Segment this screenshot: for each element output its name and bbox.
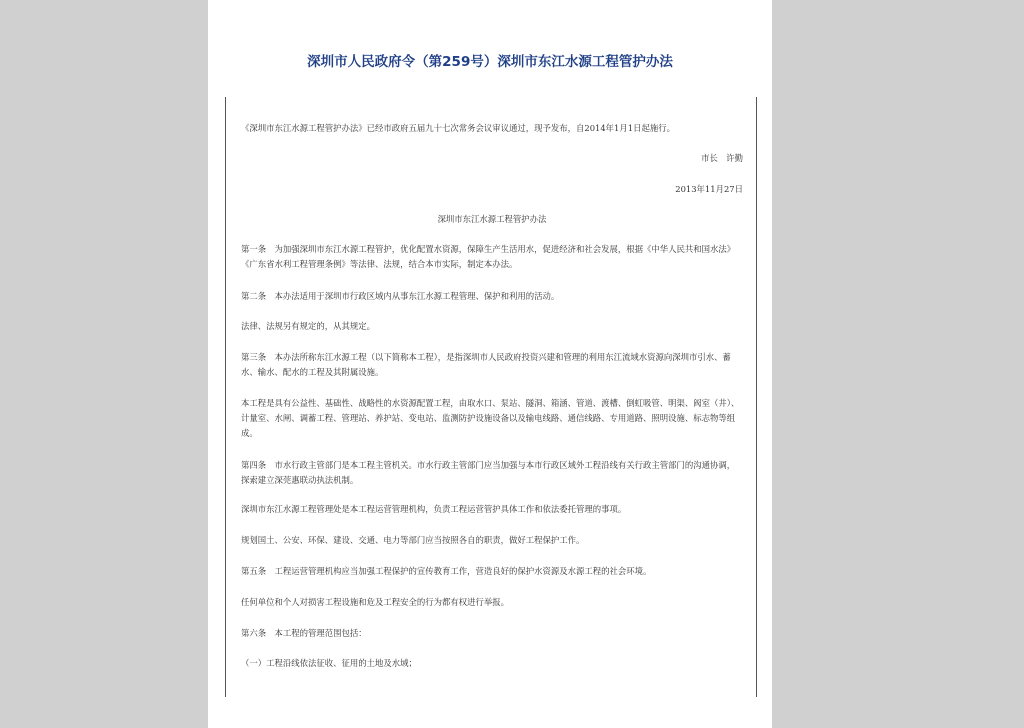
article-paragraph: 深圳市东江水源工程管理处是本工程运营管理机构，负责工程运营管护具体工作和依法委托管理的事项。	[241, 504, 627, 514]
article-paragraph: 第三条 本办法所称东江水源工程（以下简称本工程），是指深圳市人民政府投资兴建和管理的利用东江流域水资源向深圳市引水、蓄水、输水、配水的工程及其附属设施。	[241, 352, 731, 377]
article-paragraph: 第五条 工程运营管理机构应当加强工程保护的宣传教育工作，营造良好的保护水资源及水源工程的社会环境。	[241, 566, 652, 576]
regulation-subtitle: 深圳市东江水源工程管护办法	[437, 214, 547, 224]
article-paragraph: 第一条 为加强深圳市东江水源工程管护，优化配置水资源，保障生产生活用水，促进经济和社会发展，根据《中华人民共和国水法》《广东省水利工程管理条例》等法律、法规，结合本市实际，制定本办法。	[241, 244, 736, 269]
article-paragraph: 本工程是具有公益性、基础性、战略性的水资源配置工程，由取水口、泵站、隧洞、箱涵、管道、渡槽、倒虹吸管、明渠、阀室（井）、计量室、水闸、调蓄工程、管理站、养护站、变电站、监测防护设施设备以及输电线路、通信线路、专用道路、照明设施、标志物等组成。	[241, 398, 740, 438]
document-page	[208, 0, 772, 728]
article-paragraph: （一）工程沿线依法征收、征用的土地及水域；	[241, 658, 417, 668]
content-frame-left-border	[225, 97, 226, 697]
intro-paragraph: 《深圳市东江水源工程管护办法》已经市政府五届九十七次常务会议审议通过，现予发布，自2014年1月1日起施行。	[241, 123, 675, 133]
issue-date: 2013年11月27日	[675, 184, 743, 194]
article-paragraph: 法律、法规另有规定的，从其规定。	[241, 321, 375, 331]
article-paragraph: 第六条 本工程的管理范围包括：	[241, 628, 367, 638]
content-frame-right-border	[756, 97, 757, 697]
article-paragraph: 第四条 市水行政主管部门是本工程主管机关。市水行政主管部门应当加强与本市行政区域外工程沿线有关行政主管部门的沟通协调，探索建立深莞惠联动执法机制。	[241, 460, 736, 485]
article-paragraph: 任何单位和个人对损害工程设施和危及工程安全的行为都有权进行举报。	[241, 597, 509, 607]
signature: 市长 许勤	[701, 153, 743, 163]
document-title: 深圳市人民政府令（第259号）深圳市东江水源工程管护办法	[307, 54, 673, 70]
article-paragraph: 第二条 本办法适用于深圳市行政区域内从事东江水源工程管理、保护和利用的活动。	[241, 291, 560, 301]
article-paragraph: 规划国土、公安、环保、建设、交通、电力等部门应当按照各自的职责，做好工程保护工作。	[241, 535, 585, 545]
